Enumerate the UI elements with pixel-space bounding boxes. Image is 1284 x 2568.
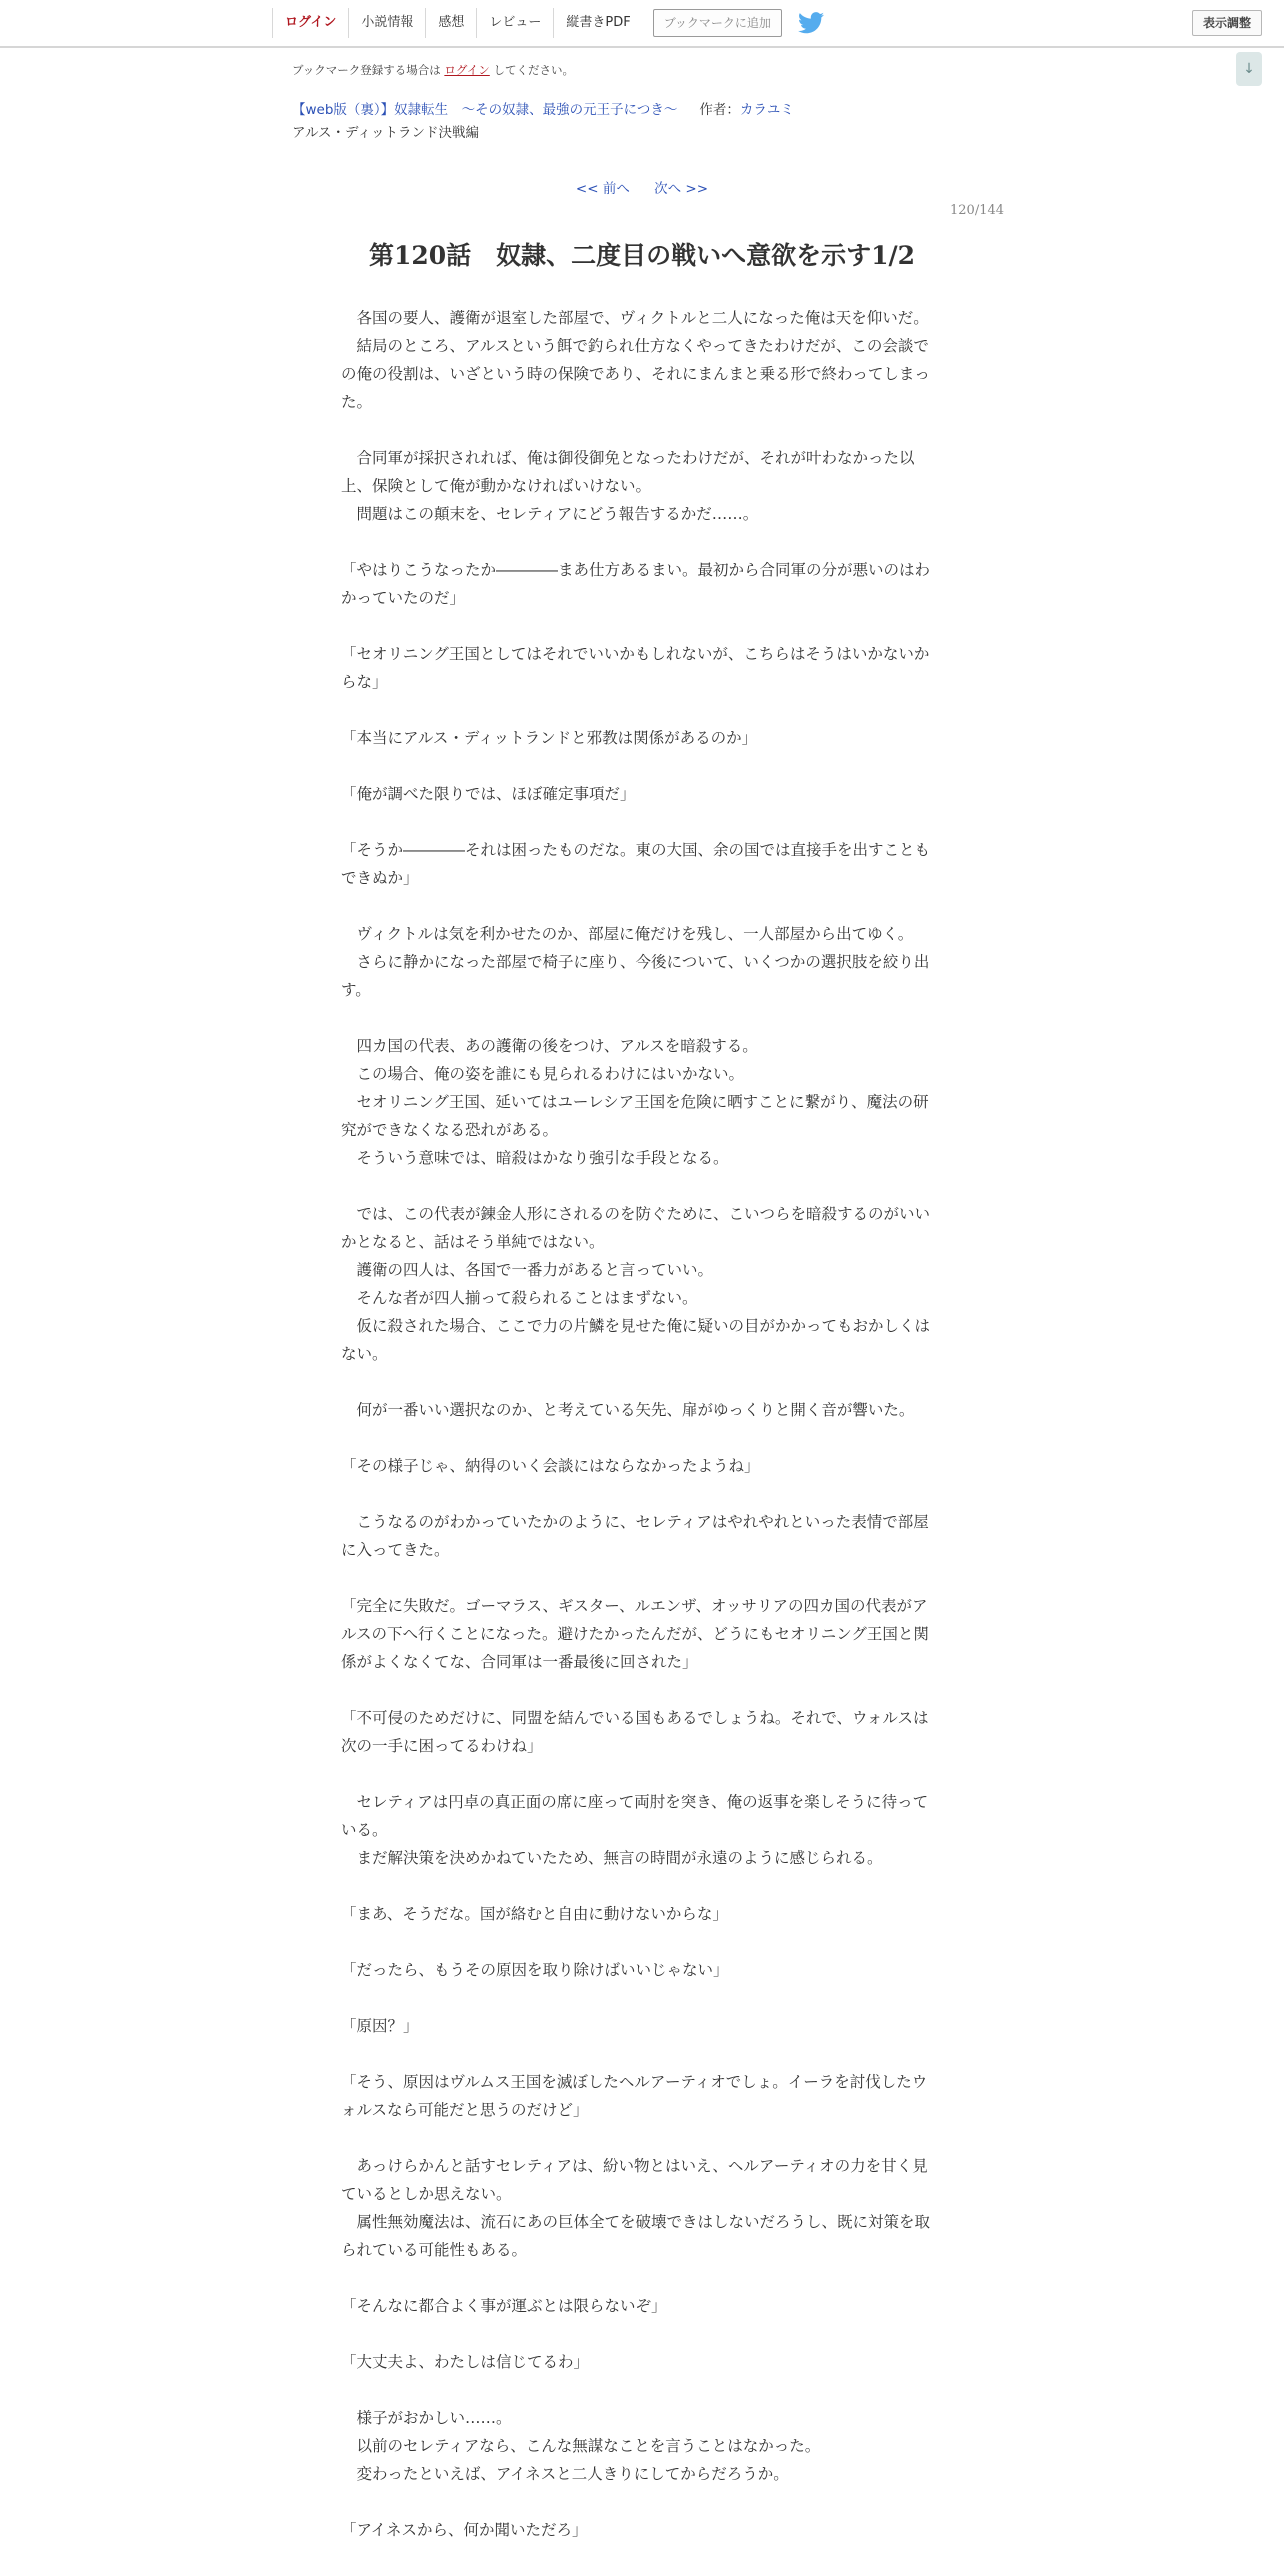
author-link[interactable]: カラユミ bbox=[739, 102, 794, 118]
body-paragraph bbox=[341, 1424, 935, 1452]
body-paragraph: セオリニング王国、延いてはユーレシア王国を危険に晒すことに繋がり、魔法の研究ができなくなる恐れがある。 bbox=[341, 1093, 929, 1139]
body-paragraph: 「俺が調べた限りでは、ほぼ確定事項だ」 bbox=[341, 785, 636, 803]
body-paragraph bbox=[341, 2040, 935, 2068]
chapter-pager bbox=[0, 177, 1284, 197]
body-paragraph: 様子がおかしい……。 bbox=[341, 2409, 512, 2427]
arc-title: アルス・ディットランド決戦編 bbox=[292, 125, 479, 141]
body-paragraph: そんな者が四人揃って殺られることはまずない。 bbox=[341, 1289, 698, 1307]
body-paragraph bbox=[341, 2320, 935, 2348]
body-paragraph: 「原因？」 bbox=[341, 2017, 419, 2035]
main-nav bbox=[272, 0, 824, 46]
body-paragraph bbox=[341, 1368, 935, 1396]
chapter-counter: 120/144 bbox=[950, 203, 1005, 218]
scroll-down-button[interactable]: ↓ bbox=[1236, 52, 1262, 86]
body-paragraph: では、この代表が錬金人形にされるのを防ぐために、こいつらを暗殺するのがいいかとなると、話はそう単純ではない。 bbox=[341, 1205, 931, 1251]
body-paragraph bbox=[341, 1564, 935, 1592]
body-paragraph: 「そう、原因はヴルムス王国を滅ぼしたヘルアーティオでしょ。イーラを討伐したウォルスなら可能だと思うのだけど」 bbox=[341, 2073, 928, 2119]
nav-novel-info[interactable]: 小説情報 bbox=[348, 8, 425, 38]
body-paragraph: ヴィクトルは気を利かせたのか、部屋に俺だけを残し、一人部屋から出てゆく。 bbox=[341, 925, 914, 943]
body-paragraph bbox=[341, 1928, 935, 1956]
body-paragraph bbox=[341, 1480, 935, 1508]
body-paragraph: 「そうか――――それは困ったものだな。東の大国、余の国では直接手を出すこともできぬか」 bbox=[341, 841, 931, 887]
body-paragraph: 変わったといえば、アイネスと二人きりにしてからだろうか。 bbox=[341, 2465, 789, 2483]
body-paragraph bbox=[341, 2488, 935, 2516]
body-paragraph bbox=[341, 752, 935, 780]
add-bookmark-button[interactable]: ブックマークに追加 bbox=[653, 9, 782, 37]
body-paragraph: 「だったら、もうその原因を取り除けばいいじゃない」 bbox=[341, 1961, 729, 1979]
body-paragraph bbox=[341, 1984, 935, 2012]
nav-review[interactable]: レビュー bbox=[476, 8, 553, 38]
login-note-prefix: ブックマーク登録する場合は bbox=[292, 63, 441, 77]
body-paragraph: 「完全に失敗だ。ゴーマラス、ギスター、ルエンザ、オッサリアの四カ国の代表がアルスの下へ行くことになった。避けたかったんだが、どうにもセオリニング王国と関係がよくなくてな、合同軍は一番最後に回された」 bbox=[341, 1597, 929, 1671]
body-paragraph: 問題はこの顛末を、セレティアにどう報告するかだ……。 bbox=[341, 505, 759, 523]
body-paragraph: 「やはりこうなったか――――まあ仕方あるまい。最初から合同軍の分が悪いのはわかっていたのだ」 bbox=[341, 561, 931, 607]
body-paragraph: 「不可侵のためだけに、同盟を結んでいる国もあるでしょうね。それで、ウォルスは次の一手に困ってるわけね」 bbox=[341, 1709, 929, 1755]
body-paragraph: 以前のセレティアなら、こんな無謀なことを言うことはなかった。 bbox=[341, 2437, 821, 2455]
body-paragraph bbox=[341, 1172, 935, 1200]
twitter-bird-icon[interactable] bbox=[798, 12, 824, 34]
next-chapter-link[interactable]: 次へ >> bbox=[654, 181, 709, 197]
body-paragraph bbox=[341, 612, 935, 640]
login-link[interactable]: ログイン bbox=[444, 63, 490, 77]
prev-chapter-link[interactable]: << 前へ bbox=[575, 181, 630, 197]
body-paragraph: 「大丈夫よ、わたしは信じてるわ」 bbox=[341, 2353, 590, 2371]
body-paragraph: さらに静かになった部屋で椅子に座り、今後について、いくつかの選択肢を絞り出す。 bbox=[341, 953, 930, 999]
body-paragraph bbox=[341, 1760, 935, 1788]
body-paragraph: 「本当にアルス・ディットランドと邪教は関係があるのか」 bbox=[341, 729, 758, 747]
body-paragraph: この場合、俺の姿を誰にも見られるわけにはいかない。 bbox=[341, 1065, 745, 1083]
body-paragraph: 「アイネスから、何か聞いただろ」 bbox=[341, 2521, 588, 2539]
body-paragraph bbox=[341, 892, 935, 920]
body-paragraph: こうなるのがわかっていたかのように、セレティアはやれやれといった表情で部屋に入ってきた。 bbox=[341, 1513, 929, 1559]
body-paragraph bbox=[341, 2124, 935, 2152]
body-paragraph bbox=[341, 696, 935, 724]
body-paragraph: あっけらかんと話すセレティアは、紛い物とはいえ、ヘルアーティオの力を甘く見ているとしか思えない。 bbox=[341, 2157, 928, 2203]
series-title-link[interactable]: 【web版（裏）】奴隷転生 ～その奴隷、最強の元王子につき～ bbox=[292, 102, 678, 118]
body-paragraph bbox=[341, 1004, 935, 1032]
top-navigation-bar bbox=[0, 0, 1284, 48]
chapter-title: 第120話 奴隷、二度目の戦いへ意欲を示す1/2 bbox=[368, 241, 916, 270]
body-paragraph bbox=[341, 1676, 935, 1704]
body-paragraph: 仮に殺された場合、ここで力の片鱗を見せた俺に疑いの目がかかってもおかしくはない。 bbox=[341, 1317, 931, 1363]
body-paragraph: 「セオリニング王国としてはそれでいいかもしれないが、こちらはそうはいかないからな」 bbox=[341, 645, 930, 691]
body-paragraph: 各国の要人、護衛が退室した部屋で、ヴィクトルと二人になった俺は天を仰いだ。 bbox=[341, 309, 929, 327]
display-settings-button[interactable]: 表示調整 bbox=[1192, 10, 1262, 36]
body-paragraph: 「そんなに都合よく事が運ぶとは限らないぞ」 bbox=[341, 2297, 667, 2315]
body-paragraph: 合同軍が採択されれば、俺は御役御免となったわけだが、それが叶わなかった以上、保険として俺が動かなければいけない。 bbox=[341, 449, 915, 495]
nav-vertical-pdf[interactable]: 縦書きPDF bbox=[553, 8, 642, 38]
body-paragraph: 属性無効魔法は、流石にあの巨体全てを破壊できはしないだろうし、既に対策を取られている可能性もある。 bbox=[341, 2213, 931, 2259]
login-note bbox=[292, 62, 574, 78]
body-paragraph bbox=[341, 1872, 935, 1900]
author-label: 作者： bbox=[699, 102, 740, 118]
body-paragraph bbox=[341, 2264, 935, 2292]
body-paragraph: セレティアは円卓の真正面の席に座って両肘を突き、俺の返事を楽しそうに待っている。 bbox=[341, 1793, 929, 1839]
nav-login[interactable]: ログイン bbox=[272, 8, 348, 38]
body-paragraph: 結局のところ、アルスという餌で釣られ仕方なくやってきたわけだが、この会談での俺の役割は、いざという時の保険であり、それにまんまと乗る形で終わってしまった。 bbox=[341, 337, 930, 411]
body-paragraph bbox=[341, 808, 935, 836]
body-paragraph: 四カ国の代表、あの護衛の後をつけ、アルスを暗殺する。 bbox=[341, 1037, 758, 1055]
login-note-suffix: してください。 bbox=[493, 63, 574, 77]
body-paragraph: 「まあ、そうだな。国が絡むと自由に動けないからな」 bbox=[341, 1905, 728, 1923]
body-paragraph: 何が一番いい選択なのか、と考えている矢先、扉がゆっくりと開く音が響いた。 bbox=[341, 1401, 915, 1419]
body-paragraph: 護衛の四人は、各国で一番力があると言っていい。 bbox=[341, 1261, 714, 1279]
body-paragraph: 「その様子じゃ、納得のいく会談にはならなかったようね」 bbox=[341, 1457, 760, 1475]
chapter-body bbox=[341, 304, 935, 2544]
body-paragraph: まだ解決策を決めかねていたため、無言の時間が永遠のように感じられる。 bbox=[341, 1849, 883, 1867]
body-paragraph bbox=[341, 528, 935, 556]
body-paragraph bbox=[341, 416, 935, 444]
body-paragraph: そういう意味では、暗殺はかなり強引な手段となる。 bbox=[341, 1149, 729, 1167]
body-paragraph bbox=[341, 2376, 935, 2404]
nav-impressions[interactable]: 感想 bbox=[425, 8, 476, 38]
series-info bbox=[292, 98, 794, 118]
